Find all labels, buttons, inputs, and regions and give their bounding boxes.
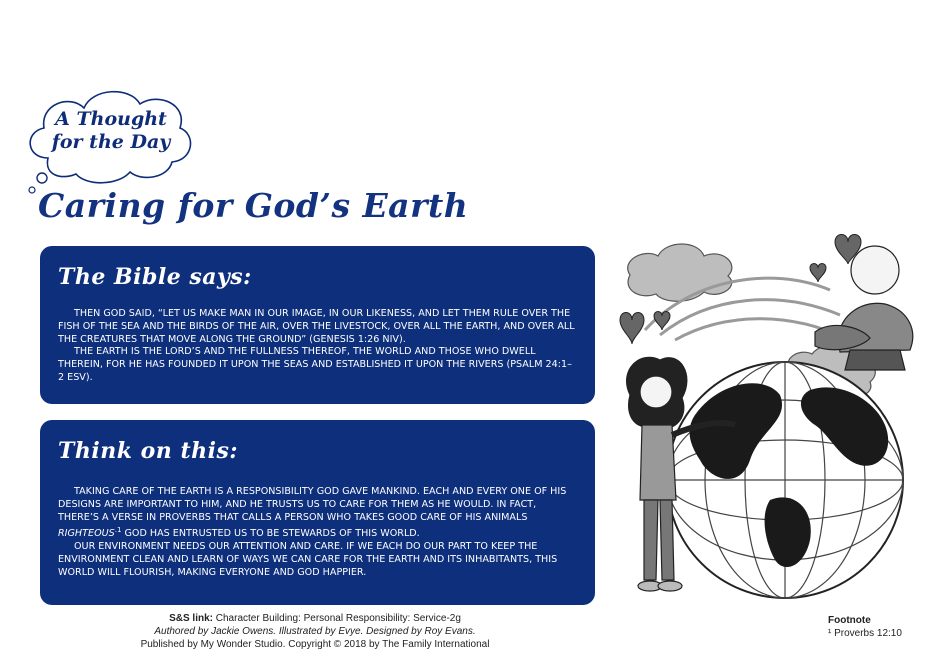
badge-text [46, 108, 176, 154]
bible-paragraph-2: THE EARTH IS THE LORD’S AND THE FULLNESS THEREOF, THE WORLD AND THOSE WHO DWELL THEREIN, FOR HE HAS FOUNDED IT UPON THE SEAS AND ESTABLISHED IT UPON THE RIVERS (PSALM 24:1–2 ESV). [58, 346, 572, 383]
thought-cloud-badge [18, 80, 198, 200]
page-title: Caring for God’s Earth [38, 186, 469, 225]
think-paragraph-2: OUR ENVIRONMENT NEEDS OUR ATTENTION AND CARE. IF WE EACH DO OUR PART TO KEEP THE ENVIRONMENT CLEAN AND LEARN OF WAYS WE CAN CARE FOR THE EARTH AND ITS INHABITANTS, THIS WORLD WILL FLOURISH, MAKING EVERYONE AND GOD HAPPIER. [58, 541, 558, 578]
think-paragraph-1-part-b: GOD HAS ENTRUSTED US TO BE STEWARDS OF THIS WORLD. [121, 528, 420, 540]
badge-line1: A Thought [55, 108, 167, 130]
badge-line2: for the Day [51, 131, 171, 153]
published-line: Published by My Wonder Studio. Copyright © 2018 by The Family International [140, 639, 490, 650]
authored-line: Authored by Jackie Owens. Illustrated by Evye. Designed by Roy Evans. [154, 626, 476, 637]
think-panel [40, 420, 595, 605]
footnote-title: Footnote [828, 615, 871, 626]
think-paragraph-1 [58, 486, 577, 541]
ss-link-label: S&S link: [169, 613, 213, 624]
kids-globe-illustration [600, 220, 935, 610]
footnote [828, 614, 902, 640]
bible-body [58, 308, 577, 385]
credits-footer [0, 612, 630, 651]
ss-link-line [0, 612, 630, 625]
bible-panel [40, 246, 595, 404]
think-paragraph-1-part-a: TAKING CARE OF THE EARTH IS A RESPONSIBILITY GOD GAVE MANKIND. EACH AND EVERY ONE OF HIS DESIGNS ARE IMPORTANT TO HIM, AND HE TRUSTS US TO CARE FOR THEM AS HE WOULD. IN FACT, THERE’S A VERSE IN PROVERBS THAT CALLS A PERSON WHO TAKES GOOD CARE OF HIS ANIMALS [58, 486, 567, 523]
footnote-ref: .1 [114, 526, 122, 535]
footnote-text: ¹ Proverbs 12:10 [828, 628, 902, 639]
bible-heading: The Bible says: [58, 264, 252, 290]
think-heading: Think on this: [58, 438, 238, 464]
globe-illustration-icon [600, 220, 935, 610]
think-body [58, 486, 577, 580]
bible-paragraph-1: THEN GOD SAID, “LET US MAKE MAN IN OUR IMAGE, IN OUR LIKENESS, AND LET THEM RULE OVER THE FISH OF THE SEA AND THE BIRDS OF THE AIR, OVER THE LIVESTOCK, OVER ALL THE EARTH, AND OVER ALL THE CREATURES THAT MOVE ALONG THE GROUND” (GENESIS 1:26 NIV). [58, 308, 575, 345]
ss-link-text: Character Building: Personal Responsibility: Service-2g [213, 613, 461, 624]
think-italic-word: RIGHTEOUS [58, 528, 115, 540]
